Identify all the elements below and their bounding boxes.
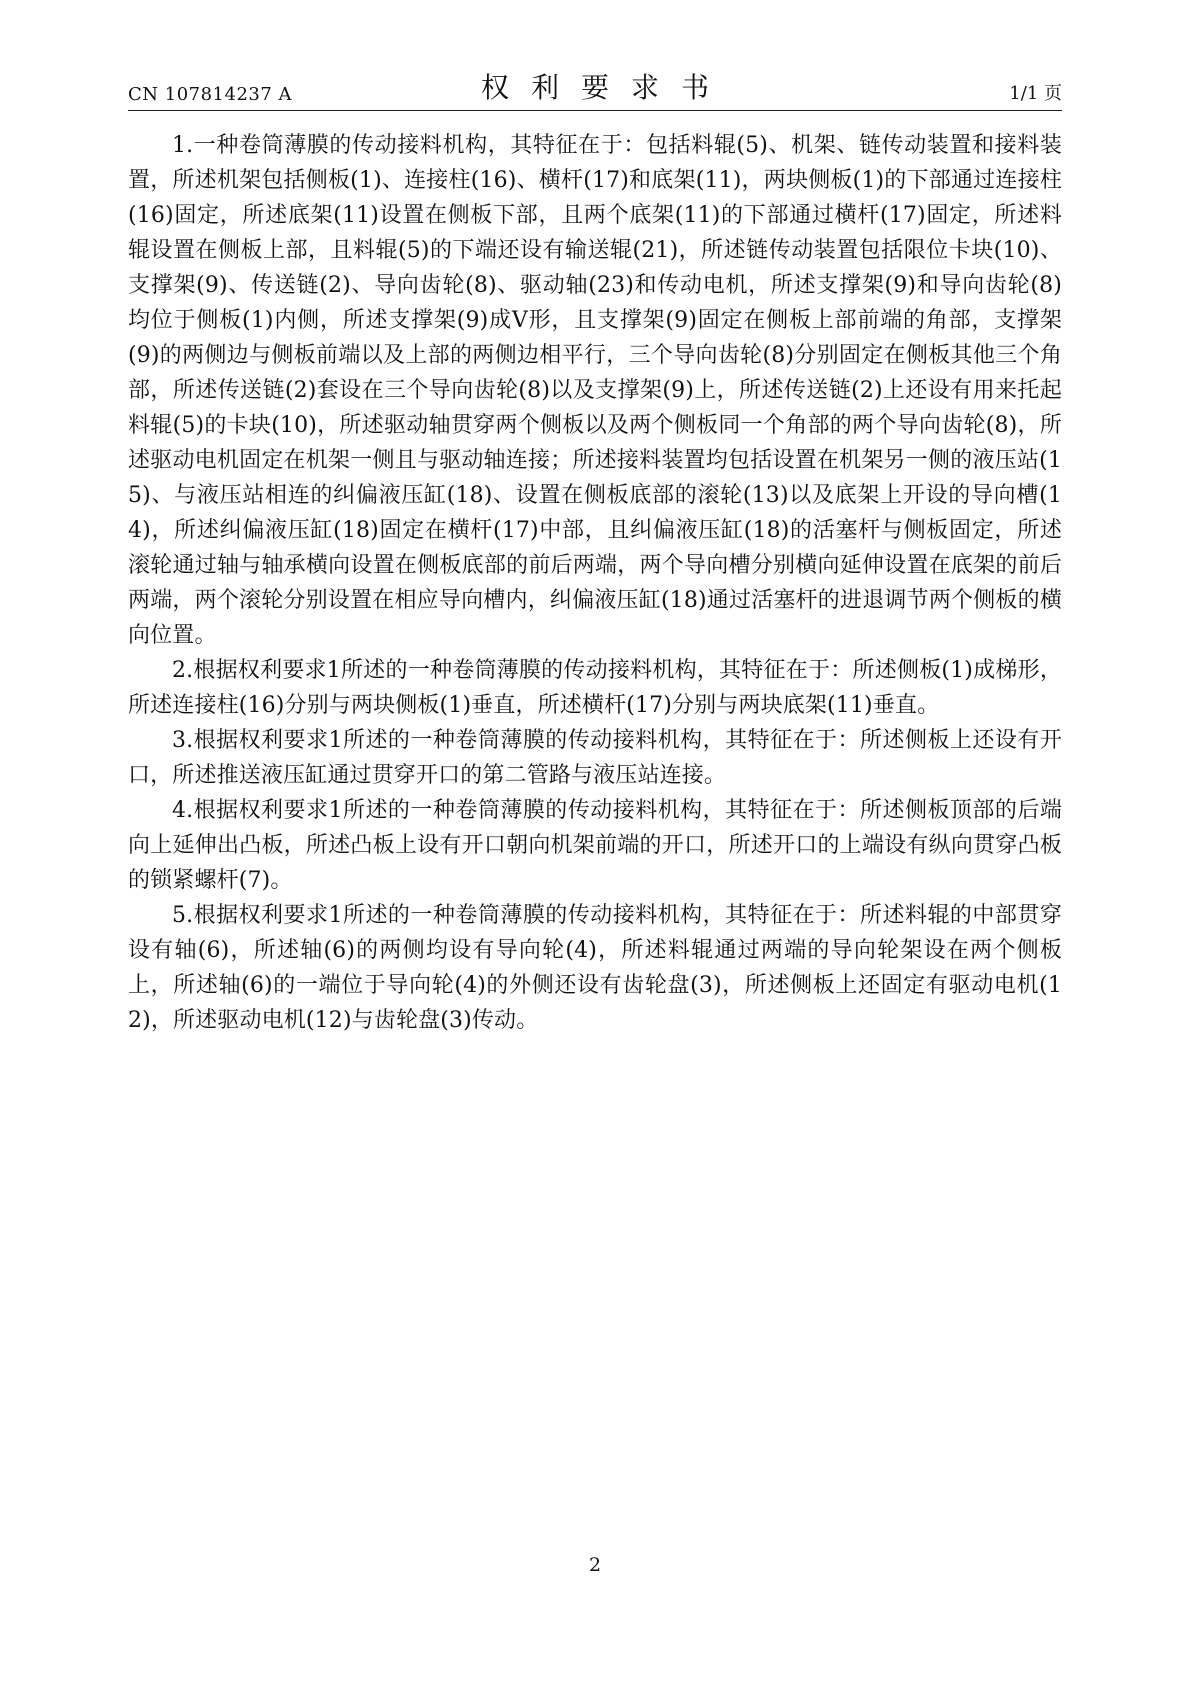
claim-3: 3.根据权利要求1所述的一种卷筒薄膜的传动接料机构，其特征在于：所述侧板上还设有开口，所述推送液压缸通过贯穿开口的第二管路与液压站连接。 — [128, 728, 1062, 788]
claims-body — [128, 128, 1062, 1038]
page-header — [128, 66, 1062, 111]
document-title: 权利要求书 — [480, 71, 731, 104]
claim-1: 1.一种卷筒薄膜的传动接料机构，其特征在于：包括料辊(5)、机架、链传动装置和接料装置，所述机架包括侧板(1)、连接柱(16)、横杆(17)和底架(11)，两块侧板(1)的下部通过连接柱(16)固定，所述底架(11)设置在侧板下部，且两个底架(11)的下部通过横杆(17)固定，所述料辊设置在侧板上部，且料辊(5)的下端还设有输送辊(21)，所述链传动装置包括限位卡块(10)、支撑架(9)、传送链(2)、导向齿轮(8)、驱动轴(23)和传动电机，所述支撑架(9)和导向齿轮(8)均位于侧板(1)内侧，所述支撑架(9)成V形，且支撑架(9)固定在侧板上部前端的角部，支撑架(9)的两侧边与侧板前端以及上部的两侧边相平行，三个导向齿轮(8)分别固定在侧板其他三个角部，所述传送链(2)套设在三个导向齿轮(8)以及支撑架(9)上，所述传送链(2)上还设有用来托起料辊(5)的卡块(10)，所述驱动轴贯穿两个侧板以及两个侧板同一个角部的两个导向齿轮(8)，所述驱动电机固定在机架一侧且与驱动轴连接；所述接料装置均包括设置在机架另一侧的液压站(15)、与液压站相连的纠偏液压缸(18)、设置在侧板底部的滚轮(13)以及底架上开设的导向槽(14)，所述纠偏液压缸(18)固定在横杆(17)中部，且纠偏液压缸(18)的活塞杆与侧板固定，所述滚轮通过轴与轴承横向设置在侧板底部的前后两端，两个导向槽分别横向延伸设置在底架的前后两端，两个滚轮分别设置在相应导向槽内，纠偏液压缸(18)通过活塞杆的进退调节两个侧板的横向位置。 — [128, 133, 1062, 648]
page-counter: 1/1 页 — [1009, 83, 1062, 104]
page-number: 2 — [588, 1554, 602, 1576]
publication-number: CN 107814237 A — [128, 84, 293, 105]
claim-5: 5.根据权利要求1所述的一种卷筒薄膜的传动接料机构，其特征在于：所述料辊的中部贯穿设有轴(6)，所述轴(6)的两侧均设有导向轮(4)，所述料辊通过两端的导向轮架设在两个侧板上，所述轴(6)的一端位于导向轮(4)的外侧还设有齿轮盘(3)，所述侧板上还固定有驱动电机(12)，所述驱动电机(12)与齿轮盘(3)传动。 — [128, 903, 1062, 1033]
claim-2: 2.根据权利要求1所述的一种卷筒薄膜的传动接料机构，其特征在于：所述侧板(1)成梯形，所述连接柱(16)分别与两块侧板(1)垂直，所述横杆(17)分别与两块底架(11)垂直。 — [128, 658, 1062, 718]
claim-4: 4.根据权利要求1所述的一种卷筒薄膜的传动接料机构，其特征在于：所述侧板顶部的后端向上延伸出凸板，所述凸板上设有开口朝向机架前端的开口，所述开口的上端设有纵向贯穿凸板的锁紧螺杆(7)。 — [128, 798, 1062, 893]
